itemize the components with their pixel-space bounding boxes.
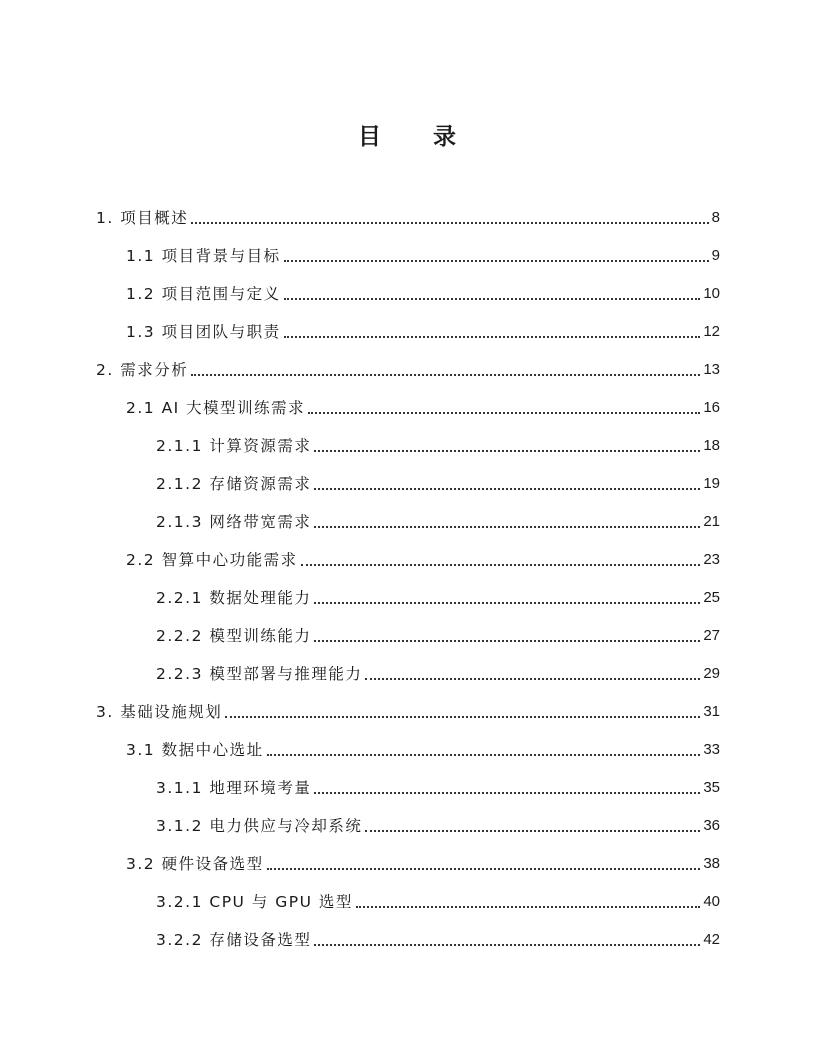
toc-entry-label: 3.1 数据中心选址 [126, 741, 264, 759]
toc-leader-dots [314, 526, 700, 528]
toc-page-number: 23 [703, 550, 720, 568]
toc-entry[interactable] [156, 464, 720, 502]
toc-entry[interactable] [126, 730, 720, 768]
toc-entry-label: 2.2.2 模型训练能力 [156, 627, 312, 645]
toc-leader-dots [314, 792, 700, 794]
toc-entry-label: 3.2.2 存储设备选型 [156, 931, 312, 949]
toc-leader-dots [267, 754, 701, 756]
toc-entry-label: 3.2 硬件设备选型 [126, 855, 264, 873]
toc-entry-label: 1. 项目概述 [96, 209, 189, 227]
toc-entry-label: 1.2 项目范围与定义 [126, 285, 281, 303]
toc-leader-dots [308, 412, 700, 414]
toc-leader-dots [314, 602, 700, 604]
toc-leader-dots [284, 260, 709, 262]
toc-page-number: 19 [703, 474, 720, 492]
toc-page-number: 18 [703, 436, 720, 454]
toc-leader-dots [191, 222, 708, 224]
toc-entry[interactable] [156, 502, 720, 540]
toc-page-number: 9 [711, 246, 720, 264]
toc-entry[interactable] [156, 654, 720, 692]
toc-entry-label: 3.1.2 电力供应与冷却系统 [156, 817, 363, 835]
toc-page-number: 12 [703, 322, 720, 340]
toc-page-number: 10 [703, 284, 720, 302]
toc-page-number: 13 [703, 360, 720, 378]
toc-page-number: 8 [711, 208, 720, 226]
toc-page-number: 40 [703, 892, 720, 910]
toc-leader-dots [191, 374, 700, 376]
toc-leader-dots [267, 868, 701, 870]
toc-page-number: 29 [703, 664, 720, 682]
toc-page-number: 36 [703, 816, 720, 834]
toc-entry-label: 2.2.1 数据处理能力 [156, 589, 312, 607]
toc-entry[interactable] [126, 236, 720, 274]
toc-page-number: 27 [703, 626, 720, 644]
toc-leader-dots [225, 716, 700, 718]
toc-entry[interactable] [156, 920, 720, 958]
toc-entry[interactable] [126, 844, 720, 882]
toc-leader-dots [356, 906, 700, 908]
toc-entry-label: 2. 需求分析 [96, 361, 189, 379]
toc-entry-label: 2.1.3 网络带宽需求 [156, 513, 312, 531]
toc-leader-dots [284, 298, 701, 300]
toc-entry-label: 3.1.1 地理环境考量 [156, 779, 312, 797]
toc-page-number: 25 [703, 588, 720, 606]
toc-entry-label: 2.1.1 计算资源需求 [156, 437, 312, 455]
toc-leader-dots [365, 830, 700, 832]
toc-leader-dots [365, 678, 700, 680]
toc-entry[interactable] [156, 578, 720, 616]
page-title-char: 录 [433, 124, 458, 150]
toc-leader-dots [314, 450, 700, 452]
toc-entry-label: 3.2.1 CPU 与 GPU 选型 [156, 893, 353, 911]
toc-page-number: 35 [703, 778, 720, 796]
toc-entry[interactable] [156, 426, 720, 464]
toc-page-number: 38 [703, 854, 720, 872]
toc-page-number: 21 [703, 512, 720, 530]
toc-page-number: 42 [703, 930, 720, 948]
toc-entry[interactable] [156, 768, 720, 806]
toc-entry[interactable] [156, 806, 720, 844]
toc-leader-dots [314, 640, 700, 642]
toc-entry-label: 2.1 AI 大模型训练需求 [126, 399, 306, 417]
toc-entry-label: 3. 基础设施规划 [96, 703, 223, 721]
toc-entry[interactable] [126, 312, 720, 350]
toc-entry[interactable] [156, 882, 720, 920]
toc-entry[interactable] [96, 692, 720, 730]
toc-leader-dots [284, 336, 701, 338]
toc-leader-dots [314, 488, 700, 490]
toc-entry-label: 1.1 项目背景与目标 [126, 247, 281, 265]
toc-leader-dots [301, 564, 701, 566]
page-title [0, 118, 816, 151]
toc-entry-label: 2.2 智算中心功能需求 [126, 551, 298, 569]
toc-entry[interactable] [126, 540, 720, 578]
toc-entry[interactable] [156, 616, 720, 654]
toc-entry-label: 1.3 项目团队与职责 [126, 323, 281, 341]
toc-entry-label: 2.2.3 模型部署与推理能力 [156, 665, 363, 683]
toc-page-number: 33 [703, 740, 720, 758]
toc-entry[interactable] [126, 274, 720, 312]
toc-entry[interactable] [126, 388, 720, 426]
toc-leader-dots [314, 944, 700, 946]
toc-entry[interactable] [96, 198, 720, 236]
toc-entry-label: 2.1.2 存储资源需求 [156, 475, 312, 493]
toc-entry[interactable] [96, 350, 720, 388]
toc-page-number: 16 [703, 398, 720, 416]
page-title-char: 目 [358, 124, 383, 150]
toc-page-number: 31 [703, 702, 720, 720]
